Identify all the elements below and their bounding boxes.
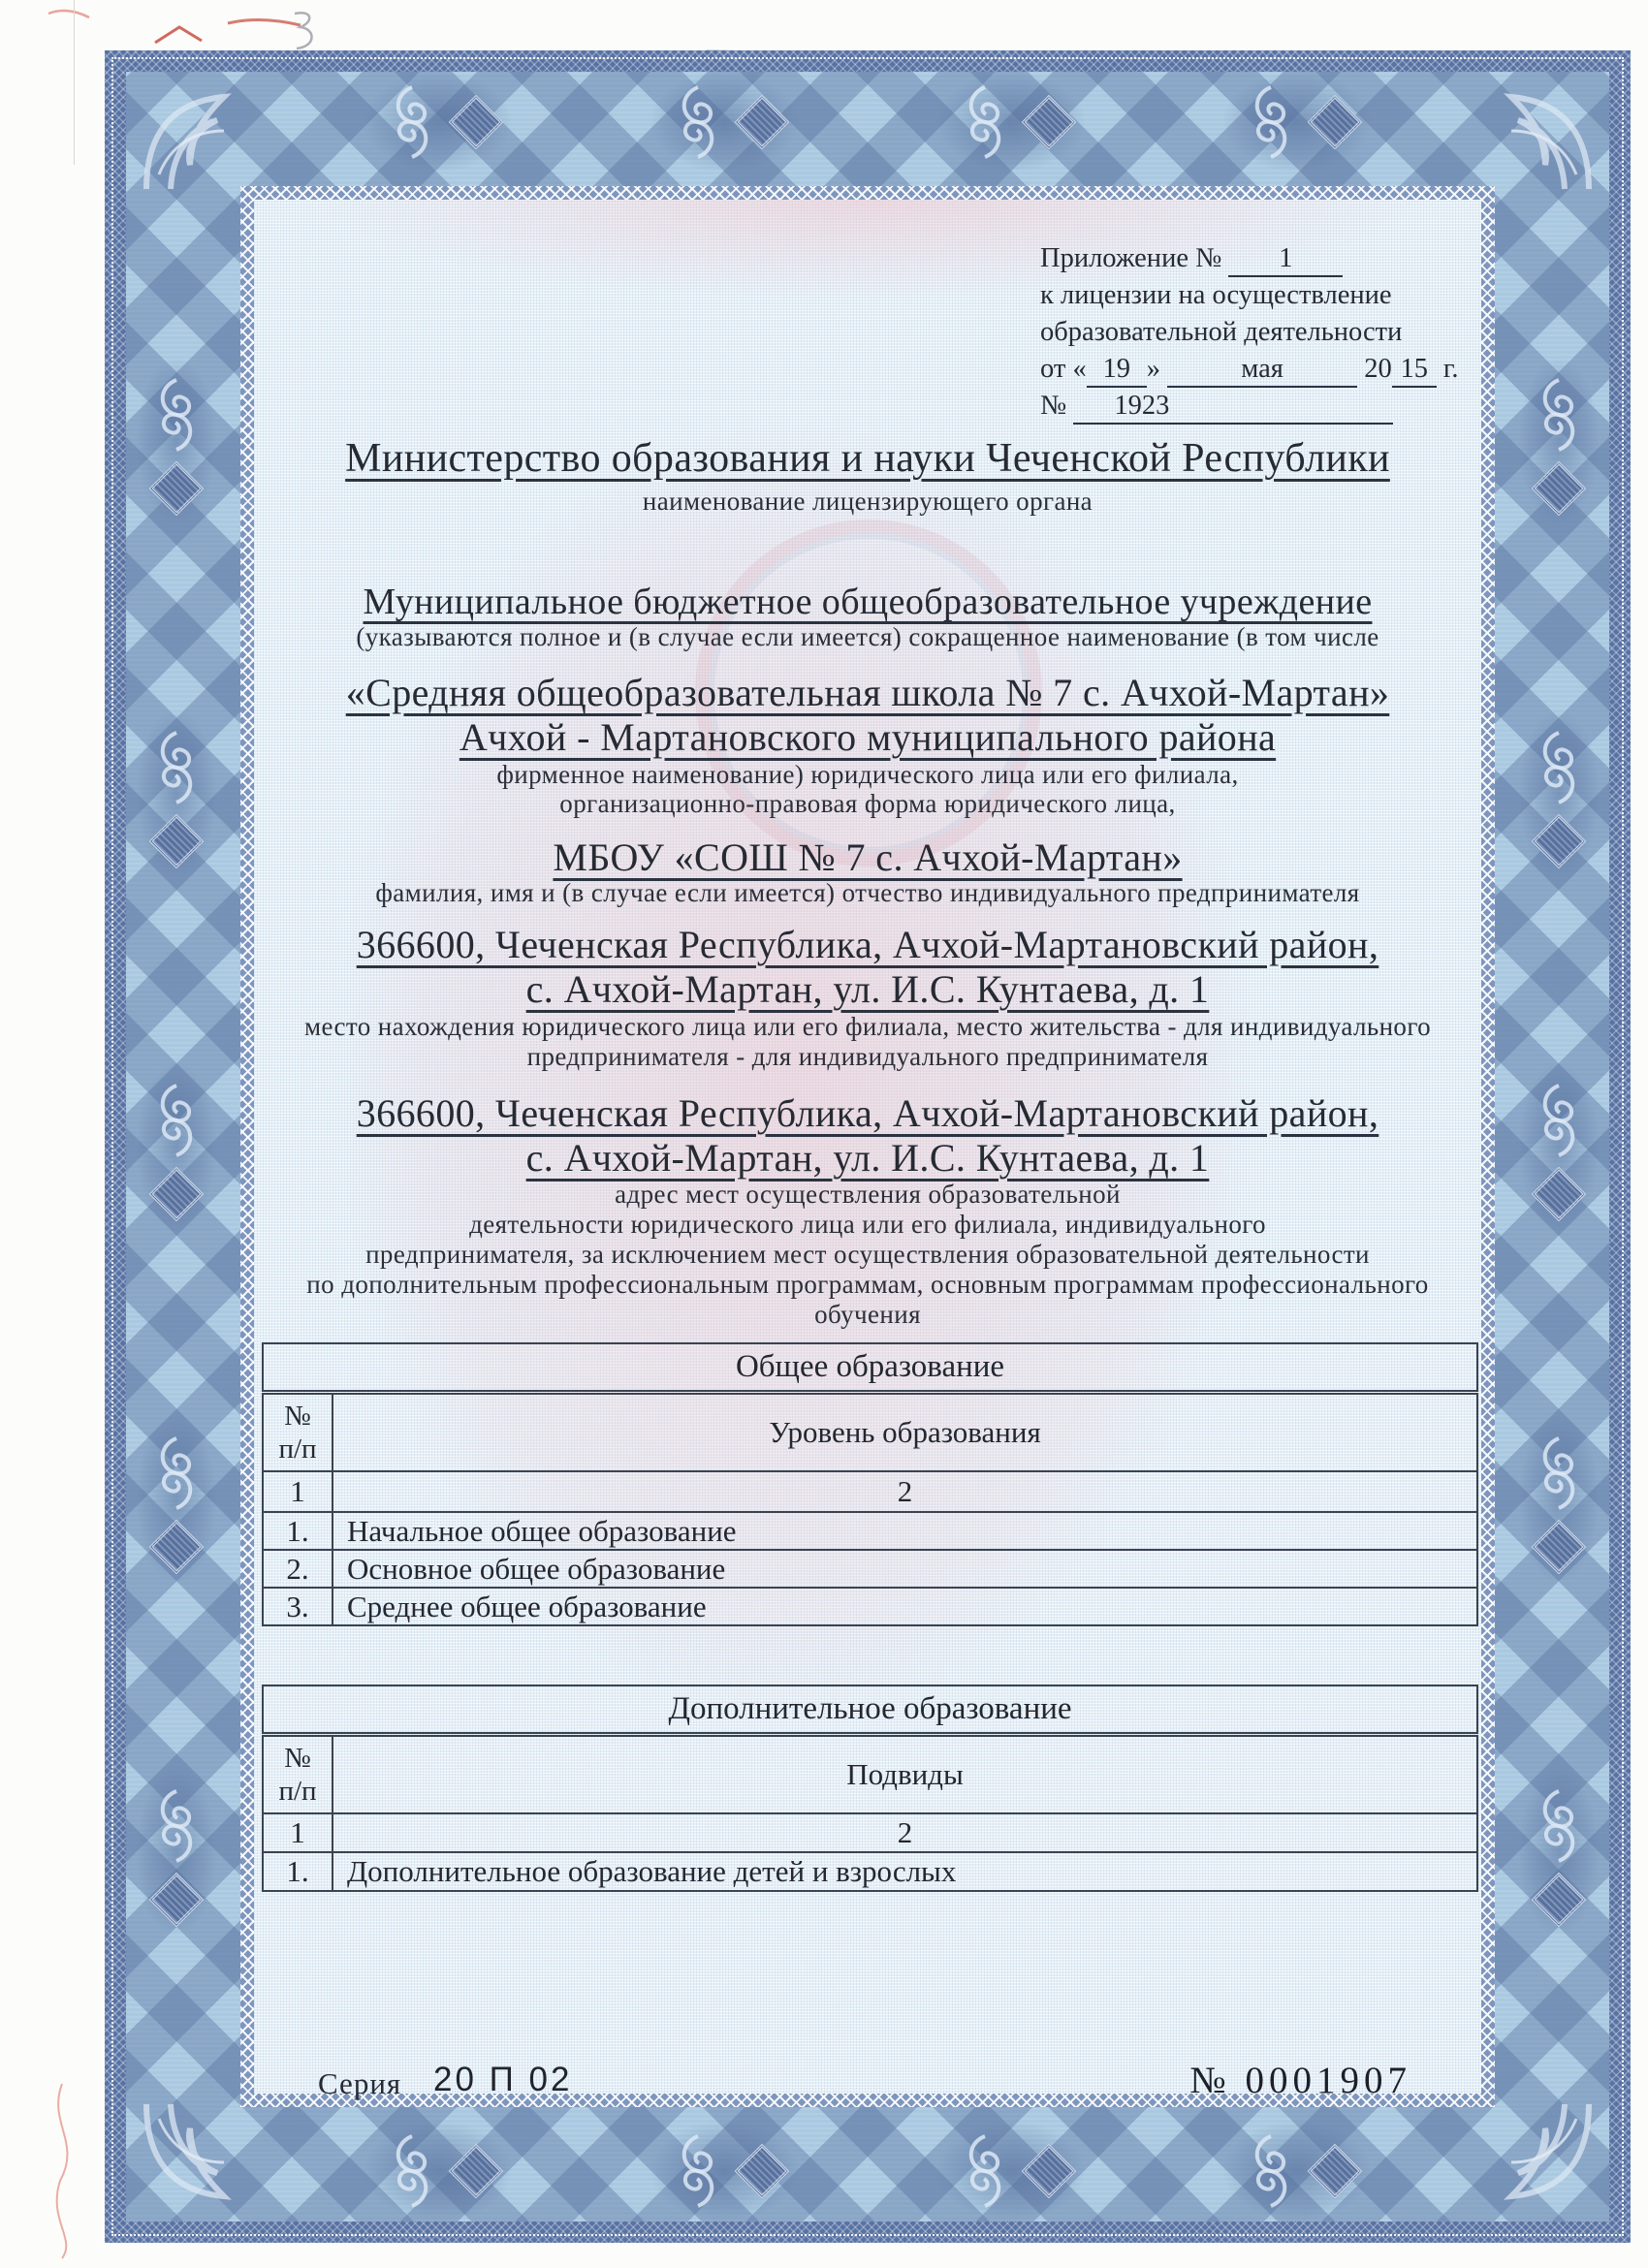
- npp-line2: п/п: [278, 1433, 317, 1465]
- swirl-ornament-icon: [145, 374, 207, 456]
- border-medallion: [1532, 1873, 1587, 1928]
- date-prefix: от «: [1040, 354, 1087, 384]
- swirl-ornament-icon: [954, 81, 1016, 163]
- column-header-npp: [263, 1734, 333, 1813]
- column-number-cell: 1: [263, 1471, 333, 1512]
- year-prefix: 20: [1364, 354, 1392, 384]
- swirl-ornament-icon: [1528, 1433, 1590, 1514]
- date-day: 19: [1087, 353, 1147, 388]
- border-medallion: [1532, 1520, 1587, 1575]
- npp-line1: №: [284, 1742, 311, 1774]
- appendix-line1: [1040, 240, 1469, 277]
- document-content: [254, 200, 1481, 2101]
- border-ornament: [364, 2121, 513, 2221]
- column-number-cell: 2: [333, 1813, 1477, 1852]
- border-medallion: [1307, 95, 1362, 150]
- org-caption2: фирменное наименование) юридического лица или его филиала,: [496, 760, 1239, 789]
- row-number: 2.: [263, 1550, 333, 1588]
- border-ornament: [1518, 1415, 1600, 1584]
- border-ornament: [1518, 1768, 1600, 1937]
- org-caption3: организационно-правовая форма юридического лица,: [559, 789, 1176, 818]
- series-value: 20 П 02: [433, 2061, 573, 2098]
- border-ornament: [136, 1415, 217, 1584]
- border-medallion: [735, 95, 790, 150]
- row-number: 3.: [263, 1588, 333, 1625]
- swirl-ornament-icon: [145, 1433, 207, 1514]
- license-number: 1923: [1073, 390, 1393, 425]
- school-name: «Средняя общеобразовательная школа № 7 с. Ачхой-Мартан»: [345, 671, 1390, 714]
- row-number: 1.: [263, 1512, 333, 1550]
- org-caption4: фамилия, имя и (в случае если имеется) отчество индивидуального предпринимателя: [375, 878, 1360, 907]
- border-medallion: [1532, 461, 1587, 517]
- org-short-name: МБОУ «СОШ № 7 с. Ачхой-Мартан»: [553, 835, 1183, 879]
- handwritten-mark: [283, 6, 322, 56]
- location-line2: с. Ачхой-Мартан, ул. И.С. Кунтаева, д. 1: [525, 967, 1210, 1011]
- swirl-ornament-icon: [667, 2130, 729, 2212]
- edu-address-caption4: по дополнительным профессиональным программам, основным программам профессионального обучения: [306, 1270, 1429, 1329]
- appendix-header-block: [1040, 240, 1469, 425]
- border-medallion: [1021, 95, 1076, 150]
- footer: [254, 2057, 1481, 2115]
- additional-education-table: [262, 1685, 1478, 1892]
- swirl-ornament-icon: [1240, 81, 1302, 163]
- ministry-title: Министерство образования и науки Чеченской Республики: [345, 436, 1390, 481]
- border-ornament-row-right: [1508, 173, 1609, 2121]
- table-title: Дополнительное образование: [263, 1685, 1477, 1734]
- swirl-ornament-icon: [1240, 2130, 1302, 2212]
- edu-address-caption2: деятельности юридического лица или его филиала, индивидуального: [469, 1210, 1266, 1239]
- table-title: Общее образование: [263, 1343, 1477, 1392]
- border-medallion: [149, 461, 205, 517]
- row-value: Начальное общее образование: [333, 1512, 1477, 1550]
- table-row: [263, 1588, 1477, 1625]
- series-label: Серия: [318, 2066, 402, 2100]
- border-ornament: [136, 709, 217, 878]
- border-ornament: [650, 72, 799, 173]
- border-medallion: [149, 1873, 205, 1928]
- location-caption1: место нахождения юридического лица или его филиала, место жительства - для индивидуального: [303, 1012, 1432, 1041]
- table-row: [263, 1512, 1477, 1550]
- ministry-caption: наименование лицензирующего органа: [642, 487, 1093, 516]
- border-ornament: [136, 357, 217, 525]
- general-education-table: [262, 1342, 1478, 1626]
- border-medallion: [1532, 814, 1587, 869]
- swirl-ornament-icon: [667, 81, 729, 163]
- border-medallion: [449, 2144, 504, 2199]
- org-caption1: (указываются полное и (в случае если имеется) сокращенное наименование (в том числе: [356, 622, 1379, 651]
- border-medallion: [1532, 1167, 1587, 1222]
- swirl-ornament-icon: [145, 727, 207, 808]
- edu-address-caption3: предпринимателя, за исключением мест осуществления образовательной деятельности: [365, 1240, 1370, 1269]
- appendix-label: Приложение №: [1040, 243, 1222, 273]
- border-ornament: [936, 72, 1086, 173]
- border-ornament: [936, 2121, 1086, 2221]
- column-number-cell: 2: [333, 1471, 1477, 1512]
- border-ornament: [1518, 357, 1600, 525]
- border-ornament: [364, 72, 513, 173]
- serial-number: № 0001907: [1189, 2060, 1411, 2101]
- edu-address-line2: с. Ачхой-Мартан, ул. И.С. Кунтаева, д. 1: [525, 1136, 1210, 1180]
- appendix-number-line: [1040, 388, 1469, 425]
- border-ornament: [1222, 2121, 1372, 2221]
- npp-line1: №: [284, 1400, 311, 1432]
- swirl-ornament-icon: [145, 1785, 207, 1867]
- district-name: Ачхой - Мартановского муниципального района: [459, 715, 1277, 759]
- border-medallion: [149, 1520, 205, 1575]
- red-pen-mark-bottom: [43, 2074, 111, 2268]
- border-ornament: [650, 2121, 799, 2221]
- border-medallion: [449, 95, 504, 150]
- border-medallion: [149, 1167, 205, 1222]
- npp-line2: п/п: [278, 1775, 317, 1807]
- guilloche-border-frame: [105, 50, 1631, 2243]
- scan-fold-line: [74, 0, 75, 165]
- border-ornament: [1222, 72, 1372, 173]
- date-month: мая: [1167, 353, 1357, 388]
- appendix-line2: к лицензии на осуществление: [1040, 280, 1392, 310]
- border-ornament: [136, 1062, 217, 1231]
- edu-address-line1: 366600, Чеченская Республика, Ачхой-Мартановский район,: [356, 1091, 1379, 1135]
- appendix-line3: образовательной деятельности: [1040, 317, 1403, 347]
- column-header-level: Уровень образования: [333, 1392, 1477, 1471]
- row-value: Основное общее образование: [333, 1550, 1477, 1588]
- swirl-ornament-icon: [1528, 727, 1590, 808]
- border-ornament-row-left: [126, 173, 227, 2121]
- swirl-ornament-icon: [145, 1080, 207, 1161]
- location-line1: 366600, Чеченская Республика, Ачхой-Мартановский район,: [356, 923, 1379, 966]
- border-ornament: [1518, 709, 1600, 878]
- row-number: 1.: [263, 1852, 333, 1891]
- swirl-ornament-icon: [954, 2130, 1016, 2212]
- swirl-ornament-icon: [381, 81, 443, 163]
- date-year: 15: [1392, 353, 1437, 388]
- table-row: [263, 1550, 1477, 1588]
- date-close: »: [1146, 354, 1160, 384]
- column-header-npp: [263, 1392, 333, 1471]
- border-medallion: [149, 814, 205, 869]
- edu-address-caption1: адрес мест осуществления образовательной: [615, 1180, 1121, 1209]
- appendix-date-line: [1040, 351, 1469, 388]
- row-value: Дополнительное образование детей и взрослых: [333, 1852, 1477, 1891]
- swirl-ornament-icon: [1528, 1785, 1590, 1867]
- border-medallion: [1021, 2144, 1076, 2199]
- border-medallion: [735, 2144, 790, 2199]
- num-prefix: №: [1040, 391, 1067, 421]
- column-number-cell: 1: [263, 1813, 333, 1852]
- border-ornament-row-bottom: [227, 2121, 1508, 2221]
- border-ornament-row-top: [227, 72, 1508, 173]
- border-ornament: [136, 1768, 217, 1937]
- table-row: [263, 1852, 1477, 1891]
- org-full-name: Муниципальное бюджетное общеобразовательное учреждение: [363, 582, 1373, 622]
- row-value: Среднее общее образование: [333, 1588, 1477, 1625]
- swirl-ornament-icon: [381, 2130, 443, 2212]
- border-medallion: [1307, 2144, 1362, 2199]
- column-header-subtypes: Подвиды: [333, 1734, 1477, 1813]
- appendix-number: 1: [1228, 242, 1343, 277]
- date-suffix: г.: [1442, 354, 1459, 384]
- location-caption2: предпринимателя - для индивидуального предпринимателя: [526, 1042, 1209, 1071]
- swirl-ornament-icon: [1528, 1080, 1590, 1161]
- border-ornament: [1518, 1062, 1600, 1231]
- swirl-ornament-icon: [1528, 374, 1590, 456]
